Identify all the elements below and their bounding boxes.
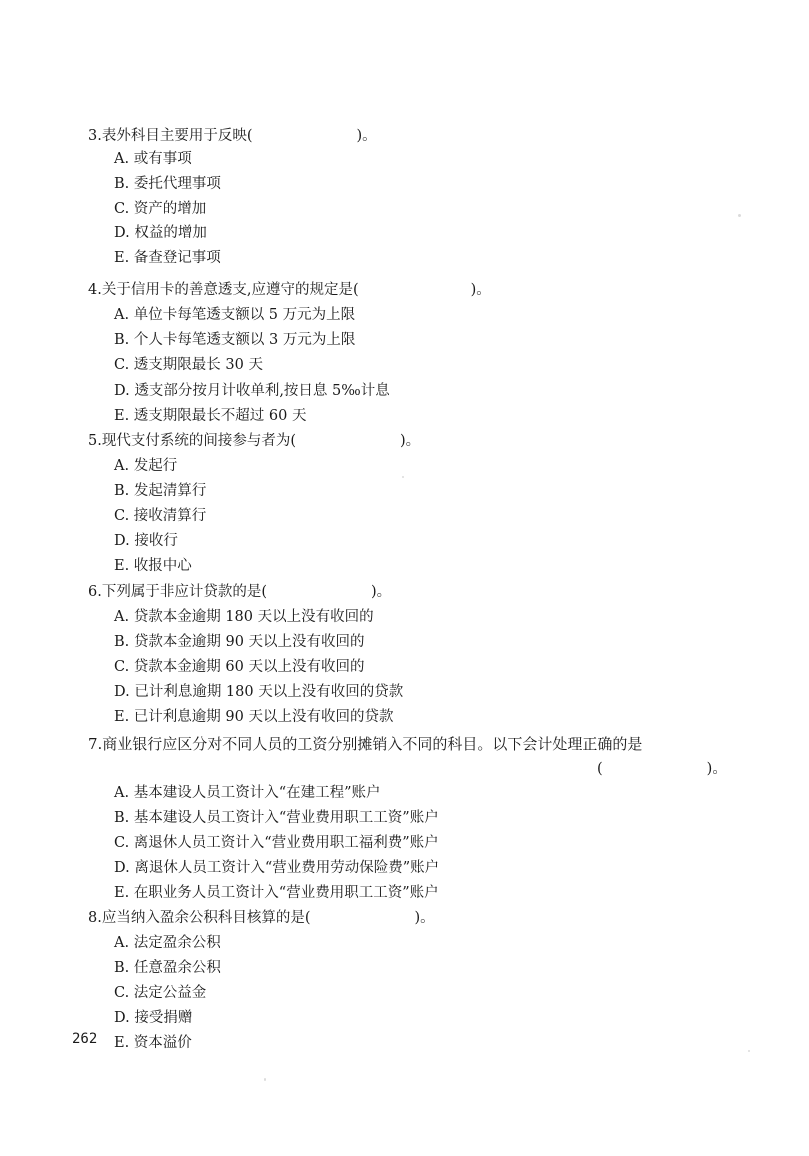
option-b: B. 任意盈余公积 [114,960,221,976]
question-7-answer-line [597,759,727,779]
scan-speck [748,1050,750,1052]
scan-speck [402,476,404,478]
option-c: C. 离退休人员工资计入“营业费用职工福利费”账户 [114,835,439,851]
option-b: B. 发起清算行 [114,483,207,499]
option-c: C. 法定公益金 [114,985,207,1001]
question-open: ( [597,761,603,777]
question-stem-text: 3.表外科目主要用于反映( [88,128,253,144]
question-stem-text: 4.关于信用卡的善意透支,应遵守的规定是( [88,282,359,298]
option-d: D. 已计利息逾期 180 天以上没有收回的贷款 [114,684,404,700]
scan-speck [738,214,741,217]
option-d: D. 权益的增加 [114,225,207,241]
question-close: )。 [470,282,491,298]
question-3-stem [88,126,377,146]
option-c: C. 接收清算行 [114,508,207,524]
scan-speck [264,1078,266,1081]
option-a: A. 发起行 [114,458,178,474]
option-a: A. 法定盈余公积 [114,935,221,951]
option-d: D. 离退休人员工资计入“营业费用劳动保险费”账户 [114,860,440,876]
question-5-stem [88,431,420,451]
option-e: E. 资本溢价 [114,1035,192,1051]
question-stem-text: 6.下列属于非应计贷款的是( [88,584,267,600]
option-b: B. 贷款本金逾期 90 天以上没有收回的 [114,634,365,650]
option-c: C. 透支期限最长 30 天 [114,357,263,373]
question-close: )。 [414,910,435,926]
question-7-stem: 7.商业银行应区分对不同人员的工资分别摊销入不同的科目。以下会计处理正确的是 [88,735,643,753]
question-4-stem [88,280,491,300]
option-a: A. 贷款本金逾期 180 天以上没有收回的 [114,609,374,625]
question-6-stem [88,582,391,602]
option-a: A. 基本建设人员工资计入“在建工程”账户 [114,785,381,801]
question-stem-text: 5.现代支付系统的间接参与者为( [88,433,296,449]
option-e: E. 已计利息逾期 90 天以上没有收回的贷款 [114,709,394,725]
page-number: 262 [72,1031,98,1047]
option-b: B. 委托代理事项 [114,176,221,192]
option-a: A. 单位卡每笔透支额以 5 万元为上限 [114,307,356,323]
option-a: A. 或有事项 [114,151,192,167]
question-8-stem [88,908,435,928]
question-stem-text: 8.应当纳入盈余公积科目核算的是( [88,910,311,926]
option-b: B. 基本建设人员工资计入“营业费用职工工资”账户 [114,810,439,826]
question-close: )。 [356,128,377,144]
option-e: E. 在职业务人员工资计入“营业费用职工工资”账户 [114,885,439,901]
option-e: E. 收报中心 [114,558,192,574]
option-d: D. 接受捐赠 [114,1010,193,1026]
option-e: E. 透支期限最长不超过 60 天 [114,408,307,424]
option-d: D. 透支部分按月计收单利,按日息 5‰计息 [114,383,390,399]
option-c: C. 资产的增加 [114,201,207,217]
question-close: )。 [371,584,392,600]
question-close: )。 [400,433,421,449]
option-e: E. 备查登记事项 [114,250,221,266]
question-close: )。 [706,761,727,777]
option-c: C. 贷款本金逾期 60 天以上没有收回的 [114,659,365,675]
option-d: D. 接收行 [114,533,178,549]
option-b: B. 个人卡每笔透支额以 3 万元为上限 [114,332,356,348]
